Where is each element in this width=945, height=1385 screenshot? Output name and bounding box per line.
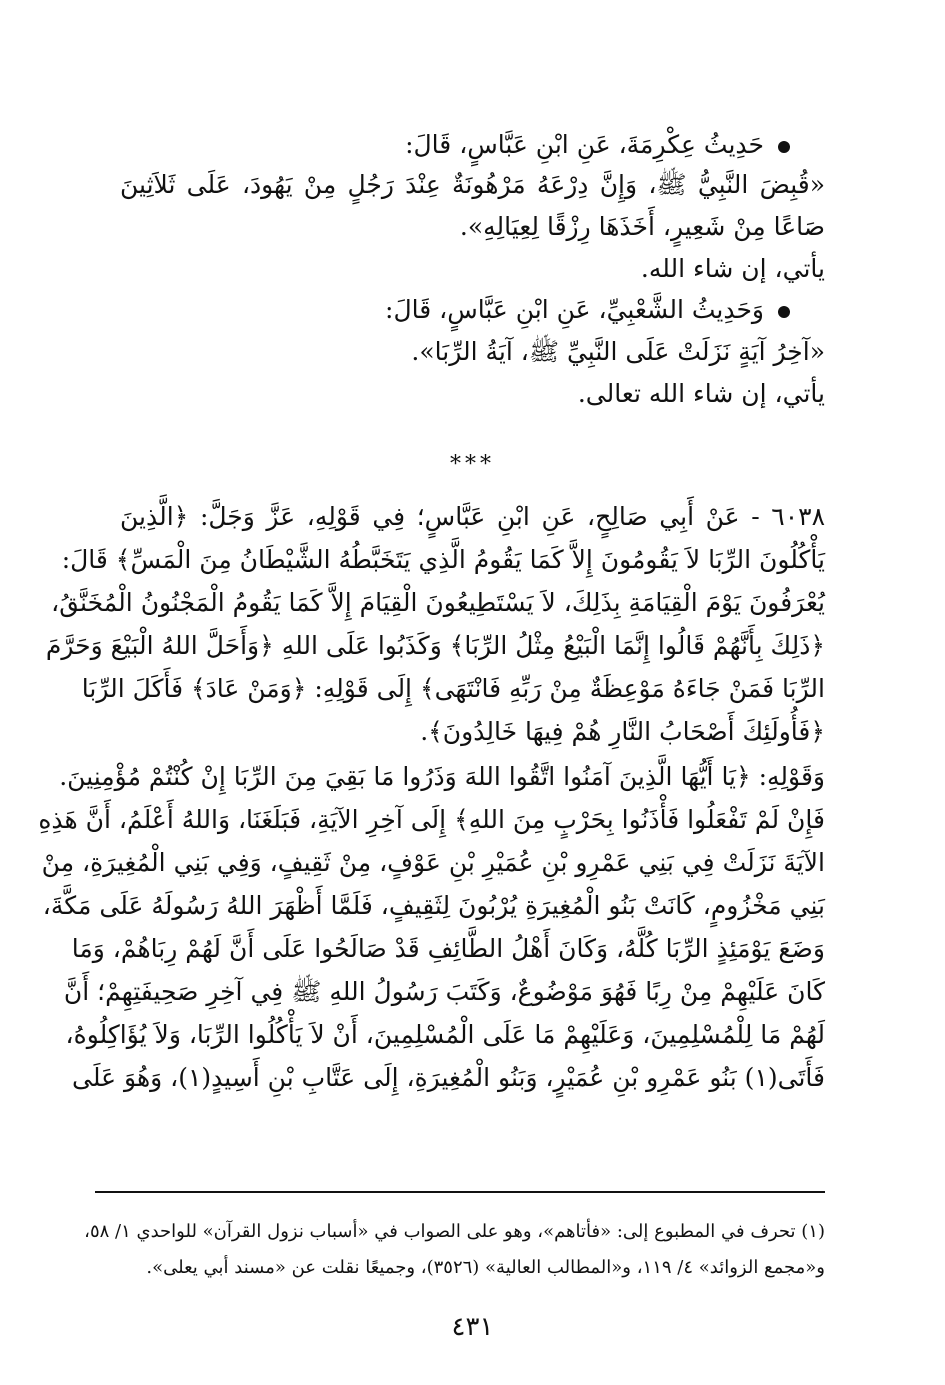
paragraph-2-line: فَأَتَى(١) بَنُو عَمْرِو بْنِ عُمَيْرٍ، وَبَنُو الْمُغِيرَةِ، إِلَى عَتَّابِ بْنِ أَسِيدٍ(١)، وَهُوَ عَلَى [72, 1063, 825, 1092]
paragraph-1-line: يُعْرَفُونَ يَوْمَ الْقِيَامَةِ بِذَلِكَ، لاَ يَسْتَطِيعُونَ الْقِيَامَ إِلاَّ كَمَا يَقُومُ الْمَجْنُونُ الْمُخَنَّقُ، [51, 588, 825, 617]
note-line-2: يأتي، إن شاء الله تعالى. [577, 379, 825, 408]
footnote-line: و«مجمع الزوائد» ٤/ ١١٩، و«المطالب العالية» (٣٥٢٦)، وجميعًا نقلت عن «مسند أبي يعلى». [146, 1257, 825, 1278]
paragraph-2-line: بَنِي مَخْزُومٍ، كَانَتْ بَنُو الْمُغِيرَةِ يُرْبُونَ لِثَقِيفٍ، فَلَمَّا أَظْهَرَ اللهُ رَسُولَهُ عَلَى مَكَّةَ، [42, 891, 825, 920]
bullet-dot [778, 306, 790, 318]
paragraph-2-line: وَقَوْلِهِ: ﴿يَا أَيُّهَا الَّذِينَ آمَنُوا اتَّقُوا اللهَ وَذَرُوا مَا بَقِيَ مِنَ الرِّبَا إِنْ كُنْتُمْ مُؤْمِنِينَ. [59, 762, 825, 791]
paragraph-1-line: ٦٠٣٨ - عَنْ أَبِي صَالِحٍ، عَنِ ابْنِ عَبَّاسٍ؛ فِي قَوْلِهِ، عَزَّ وَجَلَّ: ﴿الَّذِينَ [120, 502, 825, 531]
bullet-hadith-ikrimah [120, 125, 790, 165]
footnote-line: (١) تحرف في المطبوع إلى: «فأتاهم»، وهو على الصواب في «أسباب نزول القرآن» للواحدي ١/ ٥٨، [84, 1221, 825, 1242]
bullet-hadith-shabi [120, 290, 790, 330]
paragraph-1-line: ﴿فَأُولَئِكَ أَصْحَابُ النَّارِ هُمْ فِيهَا خَالِدُونَ﴾. [420, 717, 825, 746]
hadith1-line-2: صَاعًا مِنْ شَعِيرٍ، أَخَذَهَا رِزْقًا لِعِيَالِهِ». [459, 212, 825, 241]
paragraph-2-line: وَضَعَ يَوْمَئِذٍ الرِّبَا كُلَّهُ، وَكَانَ أَهْلُ الطَّائِفِ قَدْ صَالَحُوا عَلَى أَنَّ لَهُمْ رِبَاهُمْ، وَمَا [71, 934, 825, 963]
paragraph-1-line: يَأْكُلُونَ الرِّبَا لاَ يَقُومُونَ إِلاَّ كَمَا يَقُومُ الَّذِي يَتَخَبَّطُهُ الشَّيْطَانُ مِنَ الْمَسِّ﴾ قَالَ: [61, 545, 825, 574]
paragraph-2-line: الآيَةَ نَزَلَتْ فِي بَنِي عَمْرِو بْنِ عُمَيْرِ بْنِ عَوْفٍ، مِنْ ثَقِيفٍ، وَفِي بَنِي الْمُغِيرَةِ، مِنْ [41, 848, 825, 877]
footnote-divider [95, 1191, 825, 1193]
hadith1-line-1: «قُبِضَ النَّبِيُّ ﷺ، وَإِنَّ دِرْعَهُ مَرْهُونَةٌ عِنْدَ رَجُلٍ مِنْ يَهُودَ، عَلَى ثَلاَثِينَ [120, 170, 825, 199]
bullet-text: حَدِيثُ عِكْرِمَةَ، عَنِ ابْنِ عَبَّاسٍ، قَالَ: [405, 130, 764, 159]
section-separator: *** [450, 452, 495, 477]
bullet-text: وَحَدِيثُ الشَّعْبِيِّ، عَنِ ابْنِ عَبَّاسٍ، قَالَ: [385, 295, 764, 324]
paragraph-2-line: فَإِنْ لَمْ تَفْعَلُوا فَأْذَنُوا بِحَرْبٍ مِنَ اللهِ﴾ إِلَى آخِرِ الآيَةِ، فَبَلَغَنَا، وَاللهُ أَعْلَمُ، أَنَّ هَذِهِ [38, 805, 825, 834]
paragraph-1-line: ﴿ذَلِكَ بِأَنَّهُمْ قَالُوا إِنَّمَا الْبَيْعُ مِثْلُ الرِّبَا﴾ وَكَذَبُوا عَلَى اللهِ ﴿وَأَحَلَّ اللهُ الْبَيْعَ وَحَرَّمَ [45, 631, 825, 660]
bullet-dot [778, 141, 790, 153]
paragraph-1-line: الرِّبَا فَمَنْ جَاءَهُ مَوْعِظَةٌ مِنْ رَبِّهِ فَانْتَهَى﴾ إِلَى قَوْلِهِ: ﴿وَمَنْ عَادَ﴾ فَأَكَلَ الرِّبَا [81, 674, 825, 703]
paragraph-2-line: كَانَ عَلَيْهِمْ مِنْ رِبًا فَهُوَ مَوْضُوعٌ، وَكَتَبَ رَسُولُ اللهِ ﷺ فِي آخِرِ صَحِيفَتِهِمْ؛ أَنَّ [63, 977, 825, 1006]
page-number: ٤٣١ [451, 1312, 494, 1342]
hadith2-line: «آخِرُ آيَةٍ نَزَلَتْ عَلَى النَّبِيِّ ﷺ، آيَةُ الرِّبَا». [411, 337, 825, 366]
note-line-1: يأتي، إن شاء الله. [640, 254, 825, 283]
paragraph-2-line: لَهُمْ مَا لِلْمُسْلِمِينَ، وَعَلَيْهِمْ مَا عَلَى الْمُسْلِمِينَ، أَنْ لاَ يَأْكُلُوا الرِّبَا، وَلاَ يُؤَاكِلُوهُ، [65, 1020, 825, 1049]
